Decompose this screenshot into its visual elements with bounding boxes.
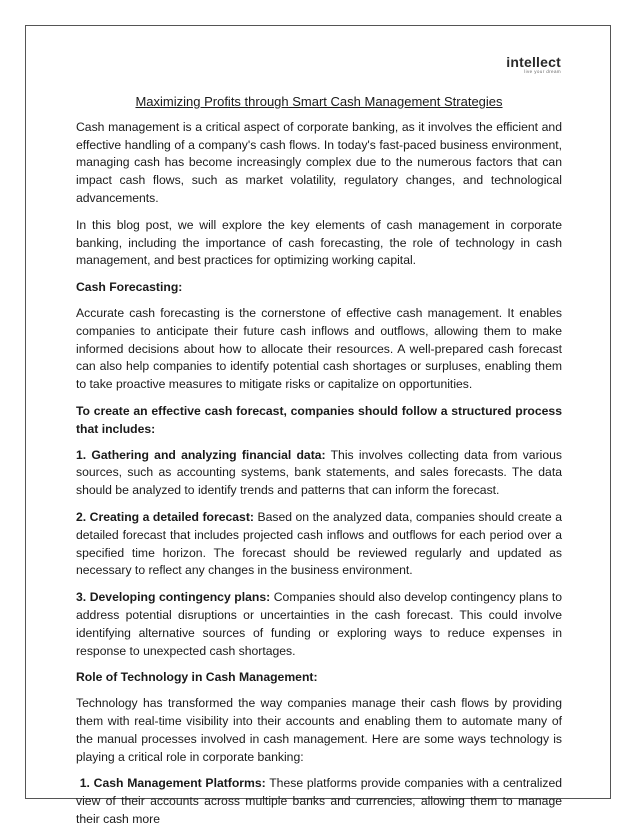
technology-paragraph: Technology has transformed the way companies manage their cash flows by providing them with real-time visibility into their accounts and enabling them to automate many of the manual processes involved in cash management. Here are some ways technology is playing a critical role in corporate banking:: [76, 696, 562, 764]
forecast-step-2: [76, 509, 562, 580]
forecast-step-3: [76, 589, 562, 660]
intro-paragraph-2: In this blog post, we will explore the key elements of cash management in corporate banking, including the importance of cash forecasting, the role of technology in cash management, and best practices for optimizing working capital.: [76, 217, 562, 268]
logo-tagline: live your dream: [524, 69, 561, 74]
intro-paragraph-1: Cash management is a critical aspect of corporate banking, as it involves the efficient and effective handling of a company's cash flows. In today's fast-paced business environment, managing cash has become increasingly complex due to the numerous factors that can impact cash flows, such as market volatility, regulatory changes, and technological advancements.: [76, 119, 562, 205]
cash-forecasting-paragraph: Accurate cash forecasting is the cornerstone of effective cash management. It enables companies to anticipate their future cash inflows and outflows, allowing them to make informed decisions about how to allocate their resources. A well-prepared cash forecast can also help companies to identify potential cash shortages or surpluses, enabling them to take proactive measures to mitigate risks or capitalize on opportunities.: [76, 305, 562, 392]
forecast-step-3-label: 3. Developing contingency plans:: [76, 590, 271, 605]
forecast-step-1-text: This involves collecting data from various sources, such as accounting systems, bank statements, and sales forecasts. The data should be analyzed to identify trends and patterns that can inform the forecast.: [76, 447, 562, 498]
forecast-step-1: [76, 447, 562, 500]
forecast-step-1-label: 1. Gathering and analyzing financial data:: [76, 447, 326, 462]
forecast-step-2-text: Based on the analyzed data, companies should create a detailed forecast that includes projected cash inflows and outflows for each period over a specified time horizon. The forecast should be reviewed regularly and updated as necessary to reflect any changes in the business environment.: [76, 509, 562, 578]
document-title: Maximizing Profits through Smart Cash Management Strategies: [135, 94, 503, 109]
technology-item-1-label: 1. Cash Management Platforms:: [76, 776, 266, 791]
forecast-process-heading: To create an effective cash forecast, companies should follow a structured process that includes:: [76, 403, 562, 436]
forecast-step-3-text: Companies should also develop contingency plans to address potential disruptions or uncertainties in the cash forecast. This could involve identifying alternative sources of funding or exploring ways to reduce expenses in response to unexpected cash shortages.: [76, 590, 563, 658]
intellect-logo: [506, 55, 561, 75]
technology-item-1-text: These platforms provide companies with a centralized view of their accounts across multiple banks and currencies, allowing them to manage their cash more: [76, 776, 562, 826]
technology-item-1: [76, 775, 562, 828]
technology-heading: Role of Technology in Cash Management:: [76, 670, 318, 685]
logo-wordmark: intellect: [506, 54, 561, 70]
cash-forecasting-heading: Cash Forecasting:: [76, 280, 183, 295]
document-body: [76, 93, 562, 838]
forecast-step-2-label: 2. Creating a detailed forecast:: [76, 509, 254, 524]
